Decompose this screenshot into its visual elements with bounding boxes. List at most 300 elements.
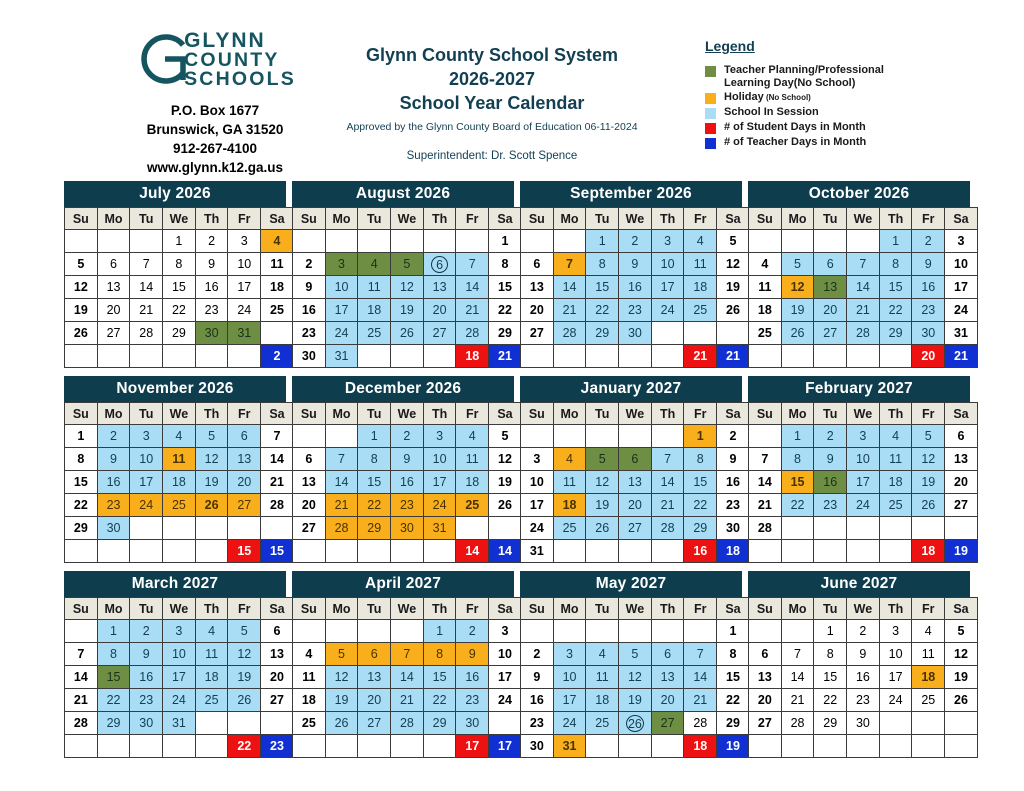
day-cell: 24 [130,494,163,517]
day-cell: 12 [781,276,814,299]
day-cell: 17 [879,666,912,689]
teacher-days-count: 21 [717,345,750,368]
legend-label-teacher-days: # of Teacher Days in Month [724,136,867,149]
week-row [521,299,750,322]
day-cell: 2 [97,425,130,448]
legend-swatch-teacher-days [705,138,716,149]
week-row [293,689,522,712]
student-days-count: 18 [684,735,717,758]
weekday-header-fr: Fr [228,403,261,425]
day-cell: 29 [358,517,391,540]
day-cell: 10 [847,448,880,471]
day-cell: 15 [586,276,619,299]
day-cell: 1 [684,425,717,448]
day-cell: 13 [97,276,130,299]
day-cell: 21 [553,299,586,322]
empty-cell [521,345,554,368]
day-cell: 16 [717,471,750,494]
address-line-po-box: P.O. Box 1677 [170,103,260,118]
empty-cell [749,230,782,253]
day-cell: 26 [717,299,750,322]
week-row [749,322,978,345]
week-row [521,253,750,276]
day-cell: 26 [195,494,228,517]
day-cell: 23 [391,494,424,517]
week-row [521,425,750,448]
month-block [520,376,742,571]
empty-cell [781,517,814,540]
day-cell: 12 [945,643,978,666]
empty-cell [293,425,326,448]
day-cell: 22 [65,494,98,517]
day-cell: 3 [521,448,554,471]
day-cell: 10 [163,643,196,666]
address-line-website[interactable]: www.glynn.k12.ga.us [146,160,284,176]
legend [705,38,1005,150]
district-logo-wordmark [184,28,296,91]
day-cell: 19 [586,494,619,517]
day-cell: 11 [261,253,294,276]
empty-cell [553,230,586,253]
weekday-header-row [521,208,750,230]
week-row [293,425,522,448]
weekday-header-tu: Tu [358,598,391,620]
day-cell: 1 [97,620,130,643]
day-cell: 7 [651,448,684,471]
empty-cell [97,230,130,253]
student-days-count: 16 [684,540,717,563]
day-cell: 28 [781,712,814,735]
day-cell: 5 [195,425,228,448]
day-cell: 17 [945,276,978,299]
day-cell: 27 [228,494,261,517]
empty-cell [781,620,814,643]
week-row [293,643,522,666]
empty-cell [358,735,391,758]
weekday-header-we: We [163,403,196,425]
empty-cell [163,345,196,368]
legend-item-teacher-days [705,135,1005,149]
day-cell: 28 [847,322,880,345]
week-row [521,230,750,253]
month-block [748,376,970,571]
empty-cell [489,517,522,540]
week-row [749,517,978,540]
teacher-days-count: 19 [717,735,750,758]
day-cell: 12 [717,253,750,276]
day-cell: 25 [912,689,945,712]
day-cell: 26 [781,322,814,345]
day-cell: 21 [684,689,717,712]
day-cell: 9 [456,643,489,666]
week-row [521,471,750,494]
week-row [65,689,294,712]
day-cell: 8 [97,643,130,666]
week-row [293,735,522,758]
empty-cell [619,425,652,448]
week-row [65,735,294,758]
week-row [749,494,978,517]
day-cell: 12 [489,448,522,471]
empty-cell [717,322,750,345]
weekday-header-su: Su [65,598,98,620]
empty-cell [879,712,912,735]
day-cell: 16 [130,666,163,689]
week-row [521,494,750,517]
week-row [749,735,978,758]
empty-cell [619,540,652,563]
month-block [748,571,970,766]
empty-cell [456,230,489,253]
day-cell: 17 [130,471,163,494]
day-cell: 28 [130,322,163,345]
day-cell: 10 [879,643,912,666]
month-title: April 2027 [292,571,514,597]
week-row [65,517,294,540]
legend-label-holiday [724,90,811,104]
day-cell: 16 [456,666,489,689]
day-cell: 4 [195,620,228,643]
day-cell: 3 [423,425,456,448]
empty-cell [358,345,391,368]
empty-cell [651,540,684,563]
day-cell: 9 [847,643,880,666]
empty-cell [651,345,684,368]
glynn-g-logo-icon [134,28,196,90]
logo-word-3: SCHOOLS [184,68,296,91]
empty-cell [65,230,98,253]
weekday-header-mo: Mo [553,403,586,425]
day-cell: 22 [586,299,619,322]
weekday-header-fr: Fr [456,403,489,425]
weekday-header-row [65,403,294,425]
weekday-header-sa: Sa [261,598,294,620]
day-cell: 7 [325,448,358,471]
day-cell: 8 [163,253,196,276]
month-block [520,571,742,766]
month-calendar-table [520,597,750,758]
day-cell: 15 [879,276,912,299]
weekday-header-row [749,403,978,425]
day-cell: 16 [195,276,228,299]
weekday-header-th: Th [423,598,456,620]
day-cell: 20 [228,471,261,494]
empty-cell [651,735,684,758]
weekday-header-th: Th [195,208,228,230]
page-header [0,0,1024,176]
empty-cell [879,517,912,540]
weekday-header-su: Su [749,598,782,620]
empty-cell [684,322,717,345]
day-cell: 4 [553,448,586,471]
day-cell: 18 [261,276,294,299]
day-cell: 16 [847,666,880,689]
week-row [521,712,750,735]
day-cell: 30 [293,345,326,368]
student-days-count: 17 [456,735,489,758]
weekday-header-sa: Sa [261,208,294,230]
day-cell: 24 [847,494,880,517]
month-block [292,181,514,376]
day-cell: 5 [945,620,978,643]
weekday-header-we: We [163,208,196,230]
day-cell [423,253,456,276]
day-cell: 1 [358,425,391,448]
day-cell: 29 [489,322,522,345]
day-cell: 11 [749,276,782,299]
day-cell: 23 [521,712,554,735]
day-cell: 11 [358,276,391,299]
weekday-header-fr: Fr [456,598,489,620]
week-row [293,620,522,643]
empty-cell [423,230,456,253]
day-cell: 31 [521,540,554,563]
day-cell: 20 [358,689,391,712]
day-cell: 12 [586,471,619,494]
month-title: August 2026 [292,181,514,207]
empty-cell [553,540,586,563]
week-row [293,666,522,689]
month-block [64,571,286,766]
day-cell: 3 [228,230,261,253]
day-cell: 27 [261,689,294,712]
day-cell: 20 [749,689,782,712]
day-cell: 6 [261,620,294,643]
empty-cell [879,540,912,563]
day-cell: 5 [619,643,652,666]
legend-item-holiday [705,90,1005,104]
day-cell: 5 [391,253,424,276]
day-cell: 31 [163,712,196,735]
weekday-header-row [65,598,294,620]
weekday-header-we: We [847,598,880,620]
day-cell: 14 [847,276,880,299]
month-calendar-table [292,207,522,368]
day-cell: 2 [912,230,945,253]
day-cell: 19 [619,689,652,712]
day-cell: 17 [163,666,196,689]
day-cell: 28 [553,322,586,345]
day-cell: 11 [163,448,196,471]
student-days-count: 14 [456,540,489,563]
week-row [521,666,750,689]
day-cell: 20 [423,299,456,322]
day-cell: 25 [749,322,782,345]
empty-cell [814,517,847,540]
day-cell: 4 [293,643,326,666]
day-cell: 23 [456,689,489,712]
legend-label-school-in-session: School In Session [724,106,819,119]
month-calendar-table [748,597,978,758]
day-cell: 20 [261,666,294,689]
day-cell: 22 [781,494,814,517]
month-title: May 2027 [520,571,742,597]
empty-cell [847,230,880,253]
weekday-header-su: Su [749,403,782,425]
day-cell: 25 [879,494,912,517]
address-line-phone: 912-267-4100 [172,141,258,157]
week-row [65,299,294,322]
legend-label-holiday-text: Holiday [724,91,764,104]
day-cell: 7 [65,643,98,666]
week-row [65,471,294,494]
day-cell: 6 [358,643,391,666]
empty-cell [261,517,294,540]
empty-cell [163,540,196,563]
weekday-header-fr: Fr [912,208,945,230]
day-cell: 24 [423,494,456,517]
day-cell: 11 [293,666,326,689]
weekday-header-tu: Tu [358,208,391,230]
page-subtitle: School Year Calendar [399,92,585,113]
day-cell: 15 [163,276,196,299]
weekday-header-row [749,598,978,620]
weekday-header-sa: Sa [717,598,750,620]
day-cell: 6 [521,253,554,276]
day-cell: 30 [717,517,750,540]
day-cell: 2 [619,230,652,253]
day-cell: 14 [65,666,98,689]
month-calendar-table [748,207,978,368]
day-cell: 18 [358,299,391,322]
weekday-header-su: Su [521,403,554,425]
empty-cell [325,620,358,643]
empty-cell [423,345,456,368]
day-cell: 12 [912,448,945,471]
weekday-header-tu: Tu [586,208,619,230]
week-row [749,425,978,448]
empty-cell [749,540,782,563]
day-cell: 11 [684,253,717,276]
day-cell: 14 [391,666,424,689]
day-cell: 7 [391,643,424,666]
weekday-header-sa: Sa [489,598,522,620]
week-row [521,735,750,758]
day-cell: 28 [391,712,424,735]
student-days-count: 22 [228,735,261,758]
day-cell: 3 [945,230,978,253]
month-block [292,571,514,766]
day-cell: 10 [521,471,554,494]
week-row [65,643,294,666]
day-cell: 10 [423,448,456,471]
day-cell: 3 [553,643,586,666]
weekday-header-mo: Mo [553,208,586,230]
day-cell: 18 [553,494,586,517]
week-row [65,540,294,563]
legend-swatch-student-days [705,123,716,134]
day-cell: 4 [261,230,294,253]
empty-cell [553,425,586,448]
teacher-days-count: 19 [945,540,978,563]
circled-day-marker: 26 [627,716,642,731]
empty-cell [847,345,880,368]
day-cell: 21 [261,471,294,494]
day-cell: 21 [749,494,782,517]
empty-cell [619,620,652,643]
week-row [65,230,294,253]
day-cell: 7 [781,643,814,666]
weekday-header-th: Th [879,208,912,230]
weekday-header-we: We [163,598,196,620]
day-cell: 20 [619,494,652,517]
day-cell: 8 [814,643,847,666]
day-cell: 21 [325,494,358,517]
empty-cell [945,735,978,758]
empty-cell [879,345,912,368]
day-cell: 4 [586,643,619,666]
weekday-header-tu: Tu [814,403,847,425]
weekday-header-th: Th [195,598,228,620]
calendar-title-block [330,44,654,162]
week-row [749,689,978,712]
empty-cell [619,345,652,368]
day-cell: 3 [651,230,684,253]
day-cell: 15 [65,471,98,494]
empty-cell [749,735,782,758]
weekday-header-su: Su [521,598,554,620]
day-cell: 30 [97,517,130,540]
weekday-header-fr: Fr [456,208,489,230]
day-cell: 6 [749,643,782,666]
empty-cell [195,712,228,735]
day-cell: 9 [619,253,652,276]
week-row [65,620,294,643]
month-title: October 2026 [748,181,970,207]
day-cell: 27 [423,322,456,345]
empty-cell [65,540,98,563]
day-cell: 24 [553,712,586,735]
weekday-header-sa: Sa [489,208,522,230]
month-calendar-table [520,207,750,368]
day-cell: 8 [358,448,391,471]
day-cell: 29 [163,322,196,345]
empty-cell [586,735,619,758]
day-cell: 19 [65,299,98,322]
month-calendar-table [748,402,978,563]
day-cell: 11 [456,448,489,471]
day-cell: 5 [717,230,750,253]
day-cell: 9 [912,253,945,276]
teacher-days-count: 15 [261,540,294,563]
empty-cell [195,345,228,368]
day-cell: 25 [195,689,228,712]
empty-cell [651,425,684,448]
day-cell: 16 [814,471,847,494]
empty-cell [391,230,424,253]
day-cell: 22 [717,689,750,712]
day-cell: 27 [521,322,554,345]
week-row [749,620,978,643]
week-row [749,540,978,563]
empty-cell [325,425,358,448]
day-cell: 28 [456,322,489,345]
empty-cell [749,425,782,448]
legend-label-student-days: # of Student Days in Month [724,121,866,134]
day-cell: 14 [651,471,684,494]
empty-cell [130,517,163,540]
day-cell: 2 [195,230,228,253]
week-row [65,322,294,345]
day-cell: 19 [325,689,358,712]
day-cell: 27 [749,712,782,735]
day-cell: 9 [130,643,163,666]
day-cell: 16 [521,689,554,712]
day-cell: 2 [717,425,750,448]
empty-cell [586,540,619,563]
day-cell: 31 [228,322,261,345]
day-cell: 1 [781,425,814,448]
